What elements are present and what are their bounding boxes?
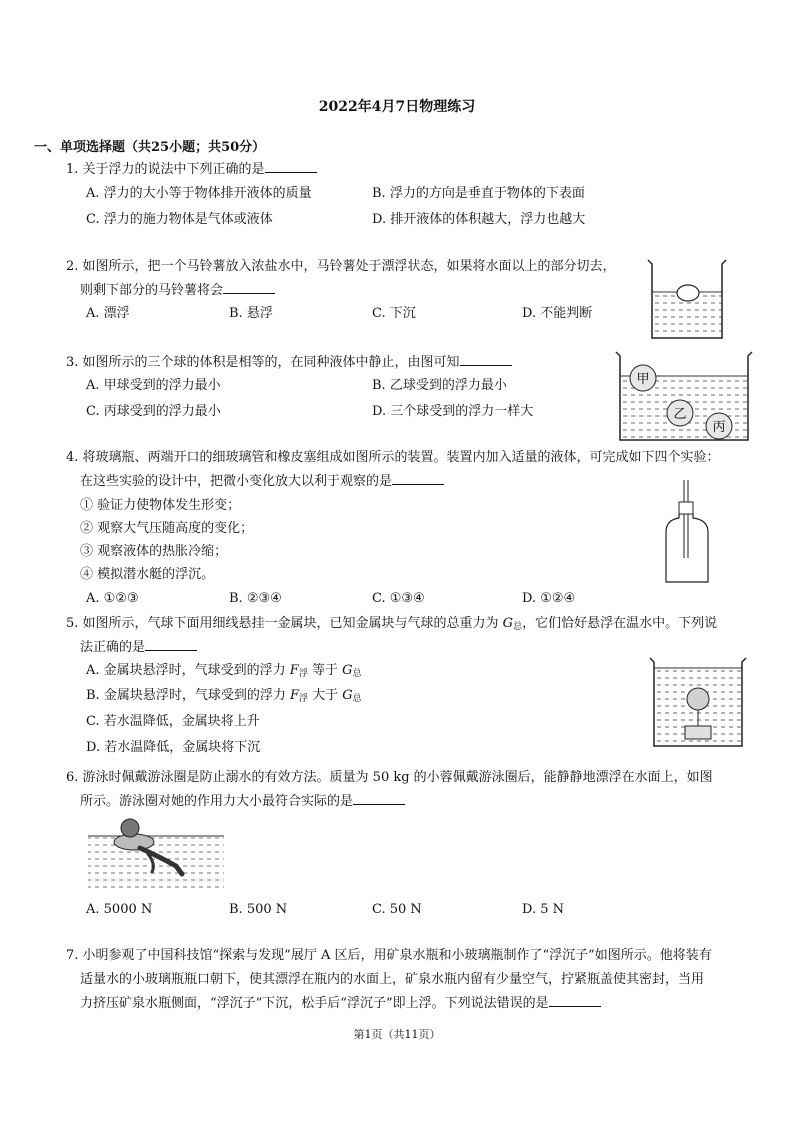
- option-a: A. 漂浮: [86, 306, 130, 321]
- answer-blank: [265, 159, 317, 173]
- answer-blank: [460, 352, 512, 366]
- ball-label-bing: 丙: [712, 420, 726, 435]
- option-b: B. ②③④: [229, 591, 282, 606]
- option-c: C. ①③④: [372, 591, 425, 606]
- option-a: A. ①②③: [86, 591, 139, 606]
- option-d: D. 5 N: [522, 902, 565, 917]
- question-4-stem-line2: 在这些实验的设计中，把微小变化放大以利于观察的是: [80, 470, 444, 494]
- ball-label-yi: 乙: [673, 407, 687, 422]
- option-c: C. 下沉: [372, 306, 416, 321]
- question-stem: 1. 关于浮力的说法中下列正确的是: [66, 162, 317, 177]
- question-6-stem-line2: 所示。游泳圈对她的作用力大小最符合实际的是: [80, 790, 405, 814]
- question-2-stem-line1: 2. 如图所示，把一个马铃薯放入浓盐水中，马铃薯处于漂浮状态，如果将水面以上的部分切去，: [66, 259, 616, 274]
- beaker-potato-figure: [646, 258, 728, 342]
- answer-blank: [353, 791, 405, 805]
- question-5-stem-line1: 5. 如图所示，气球下面用细线悬挂一金属块，已知金属块与气球的总重力为 $G_总$，它们恰好悬浮在温水中。下列说: [66, 616, 718, 632]
- option-c: C. 浮力的施力物体是气体或液体: [86, 212, 273, 227]
- option-d: D. ①②④: [522, 591, 576, 606]
- option-a: A. 金属块悬浮时，气球受到的浮力 $F_浮$ 等于 $G_总$: [86, 663, 362, 679]
- question-3-stem: 3. 如图所示的三个球的体积是相等的，在同种液体中静止，由图可知: [66, 351, 512, 375]
- question-7-line2: 适量水的小玻璃瓶瓶口朝下，使其漂浮在瓶内的水面上，矿泉水瓶内留有少量空气，拧紧瓶盖使其密封，当用: [80, 972, 705, 987]
- option-c: C. 50 N: [372, 902, 422, 917]
- option-a: A. 5000 N: [86, 902, 153, 917]
- question-5-stem-line2: 法正确的是: [80, 636, 197, 660]
- page-title: 2022年4月7日物理练习: [318, 99, 476, 115]
- question-7-line3: 力挤压矿泉水瓶侧面，“浮沉子”下沉，松手后“浮沉子”即上浮。下列说法错误的是: [80, 992, 601, 1016]
- option-d: D. 三个球受到的浮力一样大: [372, 404, 534, 419]
- page-footer: 第1页（共11页）: [353, 1028, 441, 1041]
- option-c: C. 若水温降低，金属块将上升: [86, 714, 260, 729]
- experiment-item-3: ③ 观察液体的热胀冷缩；: [80, 544, 228, 559]
- experiment-item-4: ④ 模拟潜水艇的浮沉。: [80, 567, 215, 582]
- option-b: B. 500 N: [229, 902, 288, 917]
- option-c: C. 丙球受到的浮力最小: [86, 404, 221, 419]
- option-d: D. 若水温降低，金属块将下沉: [86, 740, 261, 755]
- three-balls-figure: [614, 350, 754, 446]
- answer-blank: [549, 993, 601, 1007]
- option-b: B. 乙球受到的浮力最小: [372, 378, 507, 393]
- option-b: B. 悬浮: [229, 306, 273, 321]
- option-a: A. 浮力的大小等于物体排开液体的质量: [86, 186, 312, 201]
- question-7-line1: 7. 小明参观了中国科技馆“探索与发现”展厅 A 区后，用矿泉水瓶和小玻璃瓶制作了“浮沉子”如图所示。他将装有: [66, 948, 712, 963]
- option-d: D. 排开液体的体积越大，浮力也越大: [372, 212, 586, 227]
- question-2-stem-line2: 则剩下部分的马铃薯将会: [80, 279, 275, 303]
- potato-shape: [677, 285, 699, 301]
- question-4-stem-line1: 4. 将玻璃瓶、两端开口的细玻璃管和橡皮塞组成如图所示的装置。装置内加入适量的液体，可完成如下四个实验：: [66, 450, 720, 465]
- ball-label-jia: 甲: [636, 372, 650, 387]
- question-1: [66, 158, 317, 182]
- balloon-metal-figure: [648, 654, 748, 750]
- experiment-item-1: ① 验证力使物体发生形变；: [80, 498, 241, 513]
- option-a: A. 甲球受到的浮力最小: [86, 378, 221, 393]
- section-heading: 一、单项选择题（共25小题；共50分）: [34, 140, 266, 155]
- answer-blank: [223, 280, 275, 294]
- question-6-stem-line1: 6. 游泳时佩戴游泳圈是防止溺水的有效方法。质量为 50 kg 的小蓉佩戴游泳圈后，能静静地漂浮在水面上，如图: [66, 770, 713, 785]
- option-d: D. 不能判断: [522, 306, 593, 321]
- swimmer-figure: [86, 814, 226, 894]
- answer-blank: [392, 471, 444, 485]
- option-b: B. 金属块悬浮时，气球受到的浮力 $F_浮$ 大于 $G_总$: [86, 688, 362, 704]
- bottle-tube-figure: [662, 478, 712, 586]
- option-b: B. 浮力的方向是垂直于物体的下表面: [372, 186, 585, 201]
- experiment-item-2: ② 观察大气压随高度的变化；: [80, 521, 254, 536]
- answer-blank: [145, 637, 197, 651]
